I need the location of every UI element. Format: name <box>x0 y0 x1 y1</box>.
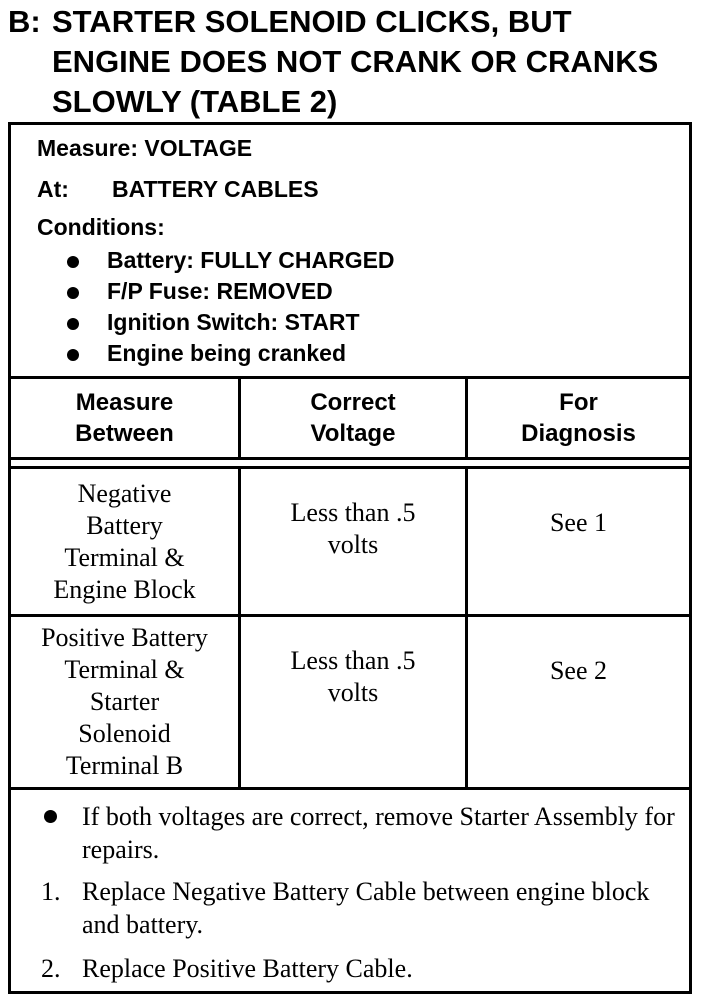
measure-between-cell: Negative Battery Terminal & Engine Block <box>53 478 196 604</box>
condition-item: Ignition Switch: START <box>61 307 395 338</box>
conditions-panel <box>11 125 689 379</box>
correct-voltage-cell: Less than .5 volts <box>238 617 465 787</box>
measure-line: Measure: VOLTAGE <box>37 135 253 161</box>
table-row <box>11 617 689 790</box>
section-label: B: <box>8 4 41 39</box>
at-label: At: <box>37 176 69 202</box>
condition-item: Battery: FULLY CHARGED <box>61 245 395 276</box>
measure-between-cell: Positive Battery Terminal & Starter Solenoid Terminal B <box>41 623 208 780</box>
section-title: STARTER SOLENOID CLICKS, BUT ENGINE DOES NOT CRANK OR CRANKS SLOWLY (TABLE 2) <box>52 4 659 119</box>
note-marker: 2. <box>41 954 61 983</box>
diagnosis-cell: See 2 <box>465 617 689 787</box>
note-text: Replace Positive Battery Cable. <box>82 954 413 983</box>
diagnostic-table <box>8 122 692 994</box>
column-header-measure-between: Measure Between <box>75 389 174 447</box>
correct-voltage-cell: Less than .5 volts <box>238 469 465 614</box>
column-header-for-diagnosis: For Diagnosis <box>465 379 689 457</box>
conditions-list <box>61 245 395 369</box>
condition-item: Engine being cranked <box>61 338 395 369</box>
table-header-row <box>11 379 689 460</box>
diagnosis-cell: See 1 <box>465 469 689 614</box>
condition-item: F/P Fuse: REMOVED <box>61 276 395 307</box>
bullet-icon <box>44 810 57 823</box>
column-header-correct-voltage: Correct Voltage <box>238 379 465 457</box>
note-marker: 1. <box>41 877 61 906</box>
note-text: If both voltages are correct, remove Starter Assembly for repairs. <box>82 802 675 864</box>
table-row <box>11 469 689 617</box>
note-text: Replace Negative Battery Cable between engine block and battery. <box>82 877 650 939</box>
at-value: BATTERY CABLES <box>112 176 319 202</box>
conditions-heading: Conditions: <box>37 214 165 240</box>
